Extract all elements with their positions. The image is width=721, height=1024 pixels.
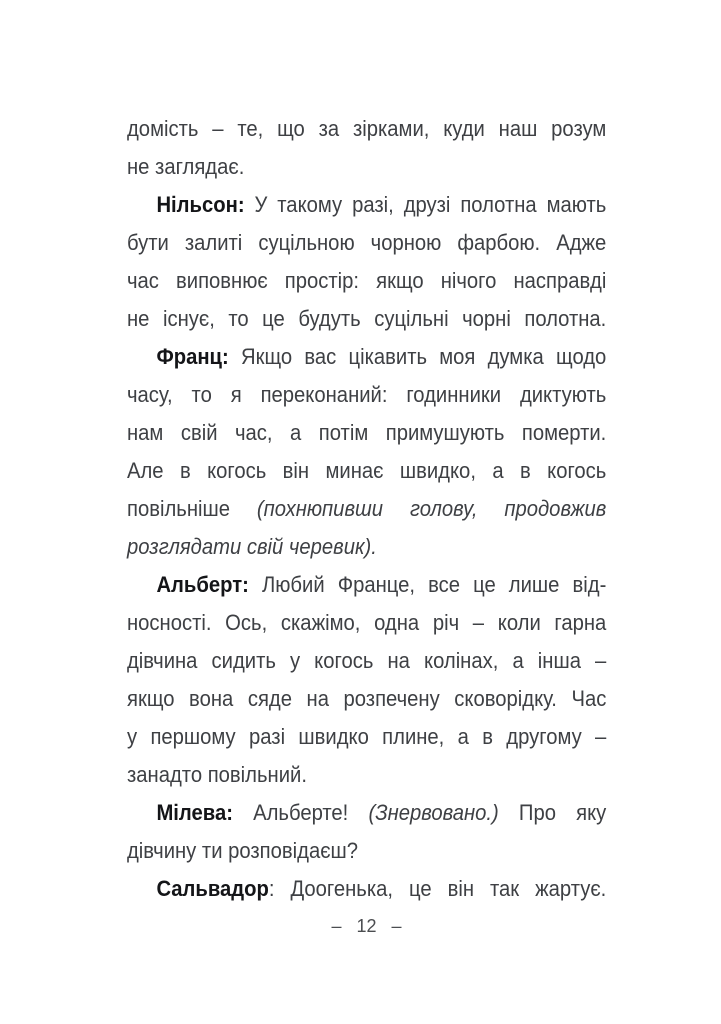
dialogue-text: повільніше — [127, 496, 257, 521]
text-line — [127, 718, 606, 756]
speaker-name: Альберт: — [156, 572, 262, 597]
text-line — [127, 148, 606, 186]
dialogue-text: дівчину ти розповідаєш? — [127, 838, 359, 863]
dialogue-text: Любий Франце, все це лише від- — [261, 572, 607, 597]
text-line — [127, 604, 606, 642]
text-line — [127, 262, 606, 300]
dialogue-text: занадто повільний. — [127, 762, 307, 787]
dialogue-paragraph-franz — [127, 338, 606, 566]
stage-direction: (похнюпивши голову, продовжив — [256, 496, 607, 521]
text-line — [127, 870, 606, 908]
text-line — [127, 832, 606, 870]
page-number: 12 — [356, 916, 377, 936]
text-line — [127, 452, 606, 490]
text-line — [127, 376, 606, 414]
dialogue-text: Але в когось він минає швидко, а в когось — [127, 458, 607, 483]
dialogue-text: носності. Ось, скажімо, одна річ – коли гарна — [127, 610, 607, 635]
dialogue-paragraph-mileva — [127, 794, 606, 870]
dialogue-text: нам свій час, а потім примушують померти. — [127, 420, 607, 445]
text-line — [127, 490, 606, 528]
dialogue-text: бути залиті суцільною чорною фарбою. Адже — [127, 230, 607, 255]
text-line — [127, 300, 606, 338]
text-block — [127, 110, 606, 908]
text-line — [127, 566, 606, 604]
text-line — [127, 756, 606, 794]
text-line — [127, 528, 606, 566]
text-line — [127, 338, 606, 376]
dialogue-text: Про яку — [518, 800, 607, 825]
text-line — [127, 186, 606, 224]
dialogue-text: Якщо вас цікавить моя думка щодо — [240, 344, 607, 369]
dialogue-text: у першому разі швидко плине, а в другому – — [127, 724, 607, 749]
stage-direction: розглядати свій черевик). — [127, 534, 377, 559]
dialogue-text: домість – те, що за зірками, куди наш розум — [127, 116, 607, 141]
speaker-name: Нільсон: — [156, 192, 255, 217]
dialogue-paragraph-albert — [127, 566, 606, 794]
text-line — [127, 794, 606, 832]
speaker-name: Франц: — [156, 344, 241, 369]
continuation-paragraph — [127, 110, 606, 186]
dialogue-text: не існує, то це будуть суцільні чорні полотна. — [127, 306, 607, 331]
dialogue-text: якщо вона сяде на розпечену сковорідку. Час — [127, 686, 607, 711]
dialogue-text: часу, то я переконаний: годинники диктують — [127, 382, 607, 407]
dialogue-text: дівчина сидить у когось на колінах, а інша – — [127, 648, 607, 673]
text-line — [127, 680, 606, 718]
speaker-name: Сальвадор — [156, 876, 269, 901]
text-line — [127, 110, 606, 148]
dialogue-text: не заглядає. — [127, 154, 245, 179]
speaker-name: Мілева: — [156, 800, 254, 825]
dialogue-paragraph-nilson — [127, 186, 606, 338]
dialogue-text: У такому разі, друзі полотна мають — [254, 192, 607, 217]
dialogue-paragraph-salvador — [127, 870, 606, 908]
stage-direction: (Знервовано.) — [368, 800, 519, 825]
text-line — [127, 642, 606, 680]
dialogue-text: час виповнює простір: якщо нічого насправді — [127, 268, 607, 293]
text-line — [127, 414, 606, 452]
dialogue-text: Альберте! — [253, 800, 369, 825]
page-number-footer — [127, 916, 606, 936]
text-line — [127, 224, 606, 262]
page-number-dash-right: – — [391, 916, 402, 936]
page-number-dash-left: – — [331, 916, 342, 936]
dialogue-text: : Доогенька, це він так жартує. — [268, 876, 607, 901]
